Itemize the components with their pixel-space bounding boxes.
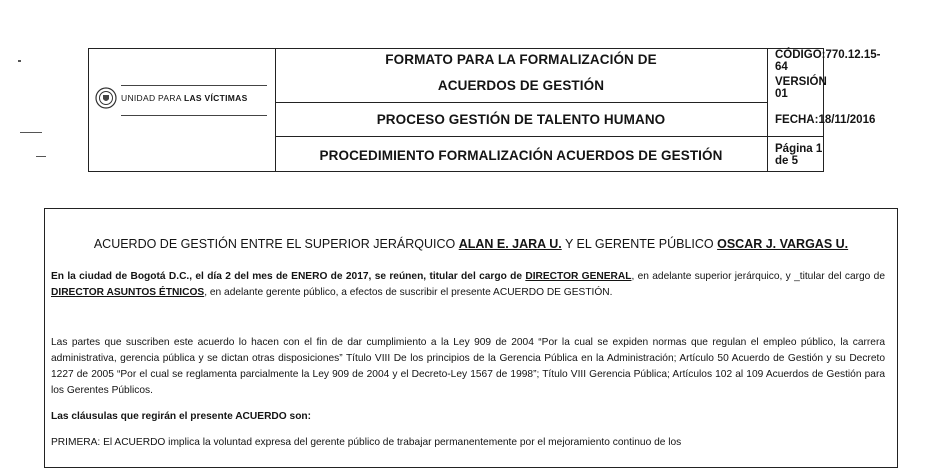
paragraph-parties: En la ciudad de Bogotá D.C., el día 2 del mes de ENERO de 2017, se reúnen, titular del cargo de DIRECTOR GENERAL, en adelante superior jerárquico, y _titular del cargo de DIRECTOR ASUNTOS ÉTNICOS, en adelante gerente público, a efectos de suscribir el presente ACUERDO DE GESTIÓN. (51, 271, 885, 298)
format-title-line1: FORMATO PARA LA FORMALIZACIÓN DE (385, 51, 657, 67)
coat-of-arms-icon (95, 87, 117, 109)
title-cell (275, 49, 768, 171)
procedure-name: PROCEDIMIENTO FORMALIZACIÓN ACUERDOS DE GESTIÓN (319, 147, 723, 163)
superior-name: ALAN E. JARA U. (458, 237, 562, 251)
logo-rule (121, 85, 267, 86)
process-name: PROCESO GESTIÓN DE TALENTO HUMANO (376, 112, 666, 127)
metadata-cell (767, 49, 881, 171)
scan-mark (20, 132, 42, 133)
format-title-line2: ACUERDOS DE GESTIÓN (437, 78, 605, 93)
agreement-title: ACUERDO DE GESTIÓN ENTRE EL SUPERIOR JERÁRQUICO ALAN E. JARA U. Y EL GERENTE PÚBLICO OSCAR J. VARGAS U. (93, 237, 849, 251)
scan-mark (36, 156, 46, 157)
document-date: FECHA:18/11/2016 (775, 113, 876, 126)
scan-mark (18, 60, 21, 62)
paragraph-first-clause: PRIMERA: El ACUERDO implica la voluntad expresa del gerente público de trabajar permanentemente por el mejoramiento continuo de los (51, 437, 682, 448)
logo-cell (89, 49, 276, 171)
manager-name: OSCAR J. VARGAS U. (717, 237, 849, 251)
agreement-body (44, 208, 898, 468)
document-header (88, 48, 881, 172)
logo-text: UNIDAD PARA LAS VÍCTIMAS (121, 93, 248, 103)
paragraph-clauses-intro: Las cláusulas que regirán el presente ACUERDO son: (51, 411, 312, 422)
document-code: CÓDIGO:770.12.15-64 (775, 49, 881, 73)
page-number: Página 1 de 5 (775, 143, 823, 167)
role-manager: DIRECTOR ASUNTOS ÉTNICOS (51, 287, 205, 298)
logo-rule (121, 115, 267, 116)
paragraph-legal-basis: Las partes que suscriben este acuerdo lo hacen con el fin de dar cumplimiento a la Ley 909 de 2004 “Por la cual se expiden normas que regulan el empleo público, la carrera administrativa, gerencia pública y se dictan otras disposiciones” Título VIII De los principios de la Gerencia Pública en la Administración; Artículo 50 Acuerdo de Gestión y su Decreto 1227 de 2005 “Por el cual se reglamenta parcialmente la Ley 909 de 2004 y el Decreto-Ley 1567 de 1998”; Título VIII Gerencia Pública; Artículos 102 al 109 Acuerdos de Gestión para los Gerentes Públicos. (51, 337, 885, 396)
logo (95, 87, 248, 109)
role-superior: DIRECTOR GENERAL (525, 271, 632, 282)
document-version: VERSIÓN 01 (775, 76, 827, 100)
